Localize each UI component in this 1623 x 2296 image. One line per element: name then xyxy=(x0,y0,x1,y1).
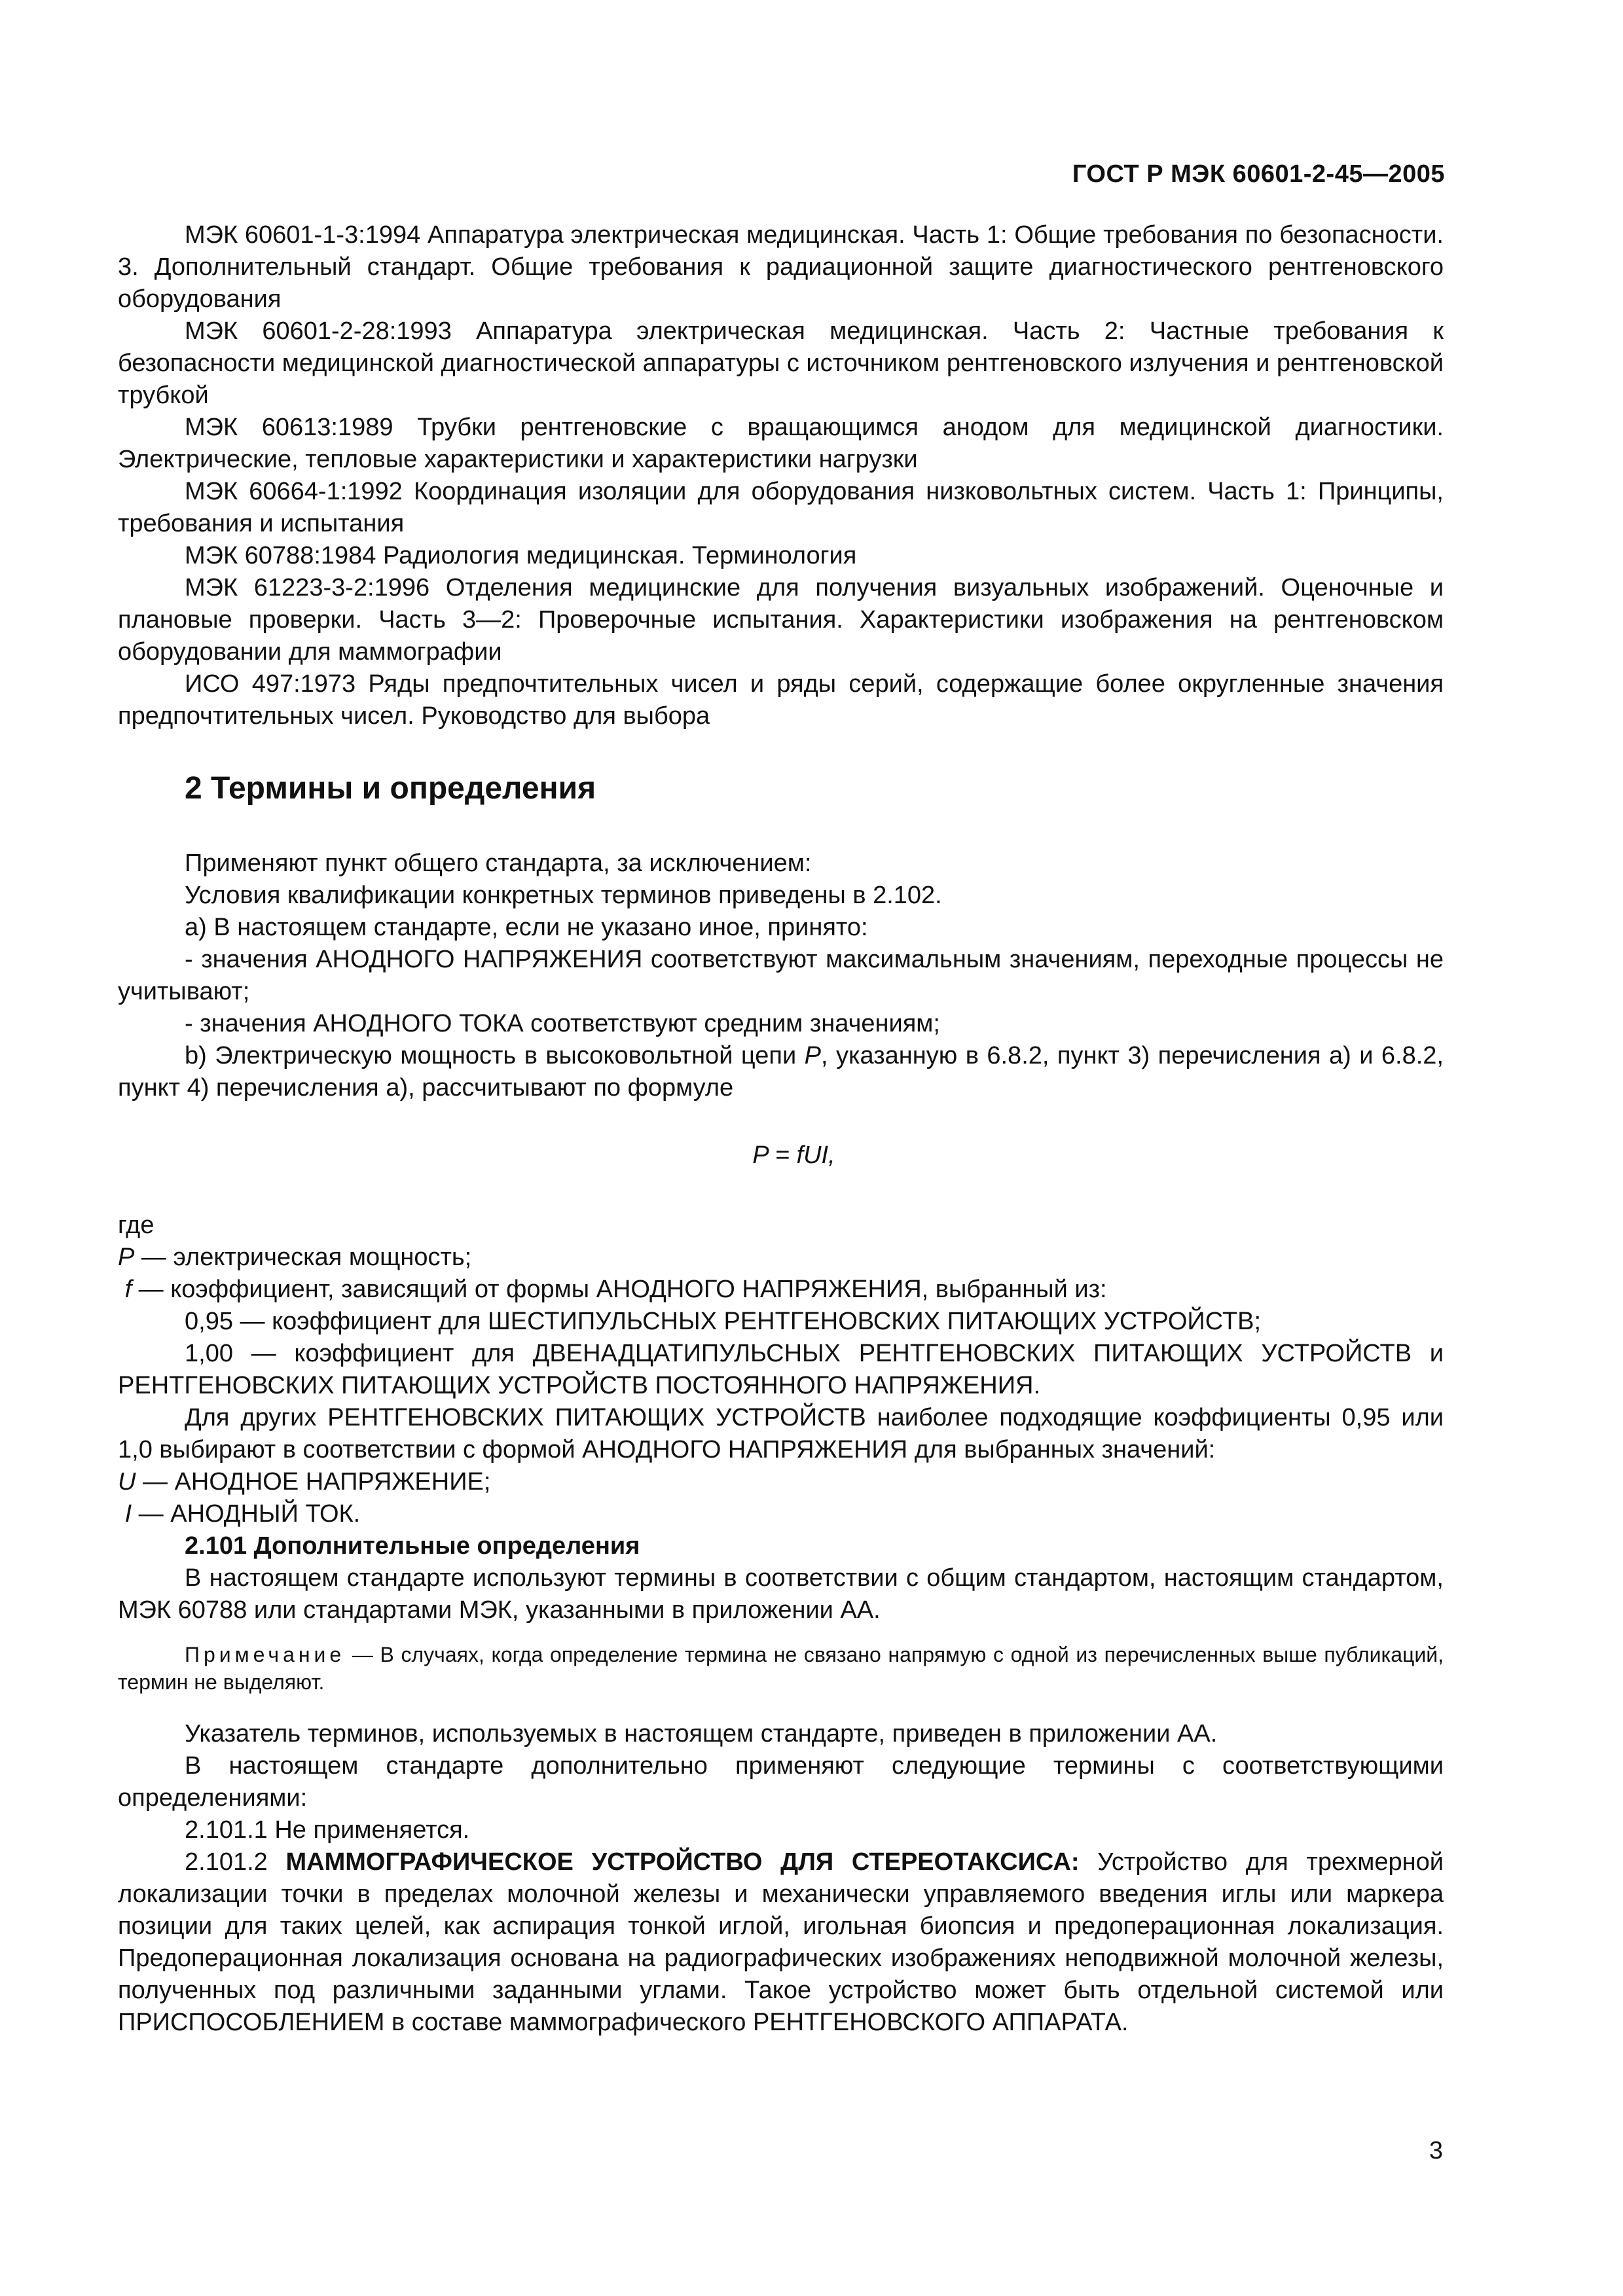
document-header: ГОСТ Р МЭК 60601-2-45—2005 xyxy=(1072,160,1445,188)
definition xyxy=(118,1242,1444,1274)
definition-text: — электрическая мощность; xyxy=(134,1244,472,1271)
paragraph: В настоящем стандарте используют термины в соответствии с общим стандартом, настоящим стандартом, МЭК 60788 или стандартами МЭК, указанными в приложении АА. xyxy=(118,1564,1444,1624)
paragraph: Указатель терминов, используемых в настоящем стандарте, приведен в приложении АА. xyxy=(185,1720,1218,1748)
coefficient-item: Для других РЕНТГЕНОВСКИХ ПИТАЮЩИХ УСТРОЙСТВ наиболее подходящие коэффициенты 0,95 или 1,0 выбирают в соответствии с формой АНОДНОГО НАПРЯЖЕНИЯ для выбранных значений: xyxy=(118,1404,1444,1463)
formula xyxy=(118,1139,1444,1172)
paragraph xyxy=(118,1040,1444,1104)
document-body xyxy=(118,219,1444,2039)
term-number: 2.101.2 xyxy=(185,1848,286,1876)
definition xyxy=(118,1498,1444,1530)
paragraph: где xyxy=(118,1211,155,1239)
definition xyxy=(118,1466,1444,1498)
term-item: 2.101.1 Не применяется. xyxy=(185,1816,470,1844)
note-label: Примечание xyxy=(185,1643,346,1666)
variable-symbol: P xyxy=(118,1244,135,1271)
variable-symbol: P xyxy=(804,1042,822,1069)
variable-symbol: f xyxy=(124,1276,132,1303)
reference-item: МЭК 60788:1984 Радиология медицинская. Терминология xyxy=(185,542,857,569)
paragraph-text: , указанную в 6.8.2, пункт 3) перечисления а) и 6.8.2, пункт 4) перечисления а), рассчитывают по формуле xyxy=(118,1042,1444,1102)
reference-item: МЭК 60601-2-28:1993 Аппаратура электрическая медицинская. Часть 2: Частные требования к безопасности медицинской диагностической аппаратуры с источником рентгеновского излучения и рентгеновской трубкой xyxy=(118,317,1444,409)
page-number: 3 xyxy=(1429,2137,1443,2164)
section-title: 2 Термины и определения xyxy=(185,771,596,806)
definition-text: — коэффициент, зависящий от формы АНОДНОГО НАПРЯЖЕНИЯ, выбранный из: xyxy=(132,1276,1107,1303)
reference-item: ИСО 497:1973 Ряды предпочтительных чисел и ряды серий, содержащие более округленные значения предпочтительных чисел. Руководство для выбора xyxy=(118,670,1444,730)
variable-symbol: I xyxy=(124,1500,132,1528)
term-name: МАММОГРАФИЧЕСКОЕ УСТРОЙСТВО ДЛЯ СТЕРЕОТАКСИСА: xyxy=(285,1848,1080,1876)
definition xyxy=(118,1274,1444,1306)
coefficient-item: 1,00 — коэффициент для ДВЕНАДЦАТИПУЛЬСНЫХ РЕНТГЕНОВСКИХ ПИТАЮЩИХ УСТРОЙСТВ и РЕНТГЕНОВСКИХ ПИТАЮЩИХ УСТРОЙСТВ ПОСТОЯННОГО НАПРЯЖЕНИЯ. xyxy=(118,1340,1444,1399)
term-definition: Устройство для трехмерной локализации точки в пределах молочной железы и механически управляемого введения иглы или маркера позиции для таких целей, как аспирация тонкой иглой, игольная биопсия и предоперационная локализация. Предоперационная локализация основана на радиографических изображениях неподвижной молочной железы, полученных под различными заданными углами. Такое устройство может быть отдельной системой или ПРИСПОСОБЛЕНИЕМ в составе маммографического РЕНТГЕНОВСКОГО АППАРАТА. xyxy=(118,1848,1444,2036)
reference-item: МЭК 60664-1:1992 Координация изоляции для оборудования низковольтных систем. Часть 1: Принципы, требования и испытания xyxy=(118,478,1444,537)
paragraph: - значения АНОДНОГО ТОКА соответствуют средним значениям; xyxy=(185,1010,940,1037)
definition-text: — АНОДНОЕ НАПРЯЖЕНИЕ; xyxy=(136,1468,491,1496)
paragraph: - значения АНОДНОГО НАПРЯЖЕНИЯ соответствуют максимальным значениям, переходные процессы не учитывают; xyxy=(118,946,1444,1005)
reference-item: МЭК 60613:1989 Трубки рентгеновские с вращающимся анодом для медицинской диагностики. Электрические, тепловые характеристики и характеристики нагрузки xyxy=(118,414,1444,473)
paragraph: Применяют пункт общего стандарта, за исключением: xyxy=(185,850,812,877)
definition-text: — АНОДНЫЙ ТОК. xyxy=(132,1500,361,1528)
paragraph: В настоящем стандарте дополнительно применяют следующие термины с соответствующими определениями: xyxy=(118,1752,1444,1812)
coefficient-item: 0,95 — коэффициент для ШЕСТИПУЛЬСНЫХ РЕНТГЕНОВСКИХ ПИТАЮЩИХ УСТРОЙСТВ; xyxy=(185,1308,1262,1335)
reference-item: МЭК 60601-1-3:1994 Аппаратура электрическая медицинская. Часть 1: Общие требования по безопасности. 3. Дополнительный стандарт. Общие требования к радиационной защите диагностического рентгеновского оборудования xyxy=(118,221,1444,313)
paragraph: Условия квалификации конкретных терминов приведены в 2.102. xyxy=(185,882,942,909)
subsection-title: 2.101 Дополнительные определения xyxy=(185,1532,640,1560)
variable-symbol: U xyxy=(118,1468,136,1496)
note-text: — В случаях, когда определение термина не связано напрямую с одной из перечисленных выше публикаций, термин не выделяют. xyxy=(118,1643,1444,1694)
formula-text: P = fUI, xyxy=(752,1141,835,1169)
reference-item: МЭК 61223-3-2:1996 Отделения медицинские для получения визуальных изображений. Оценочные и плановые проверки. Часть 3—2: Проверочные испытания. Характеристики изображения на рентгеновском оборудовании для маммографии xyxy=(118,574,1444,666)
note xyxy=(118,1641,1444,1696)
paragraph: а) В настоящем стандарте, если не указано иное, принято: xyxy=(185,914,868,941)
paragraph-text: b) Электрическую мощность в высоковольтной цепи xyxy=(185,1042,797,1069)
term-item xyxy=(118,1846,1444,2039)
